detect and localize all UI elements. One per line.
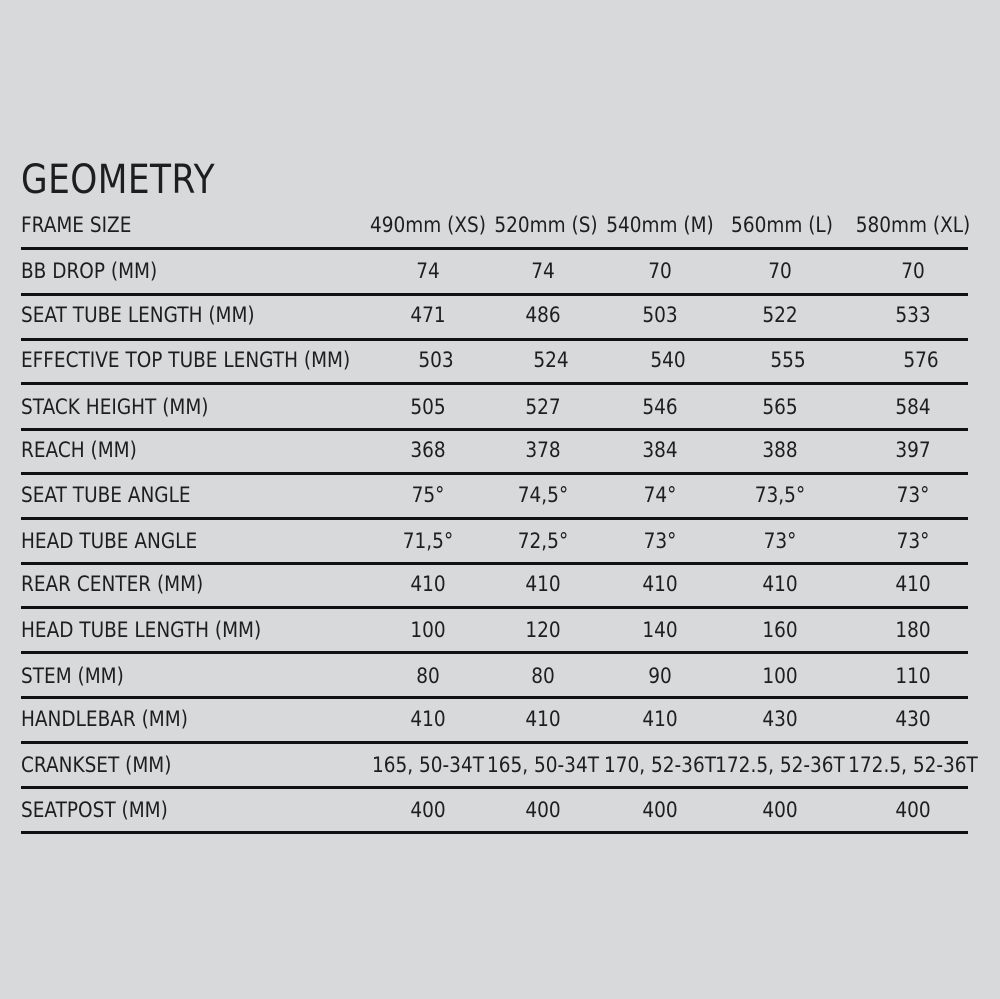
table-cell: 555 [770, 348, 806, 372]
table-cell: 70 [901, 259, 925, 283]
table-cell: 503 [642, 303, 678, 327]
table-cell: 505 [410, 395, 446, 419]
table-cell: 72,5° [517, 529, 569, 553]
table-cell: 73° [896, 483, 930, 507]
table-cell: 110 [895, 664, 931, 688]
frame-size-header: 490mm (XS) [370, 213, 486, 237]
row-label: STACK HEIGHT (MM) [21, 395, 209, 419]
table-cell: 546 [642, 395, 678, 419]
row-label: SEAT TUBE ANGLE [21, 483, 191, 507]
header-label: FRAME SIZE [21, 213, 132, 237]
page-title: GEOMETRY [21, 157, 216, 203]
table-cell: 410 [410, 707, 446, 731]
table-cell: 140 [642, 618, 678, 642]
table-cell: 74 [531, 259, 555, 283]
table-cell: 368 [410, 438, 446, 462]
table-cell: 524 [533, 348, 569, 372]
table-cell: 74° [643, 483, 677, 507]
table-cell: 540 [650, 348, 686, 372]
row-divider [21, 786, 968, 789]
row-divider [21, 428, 968, 431]
table-cell: 172.5, 52-36T [715, 753, 845, 777]
table-cell: 73° [763, 529, 797, 553]
table-cell: 388 [762, 438, 798, 462]
row-divider [21, 651, 968, 654]
table-cell: 160 [762, 618, 798, 642]
table-cell: 397 [895, 438, 931, 462]
table-cell: 400 [762, 798, 798, 822]
row-divider [21, 472, 968, 475]
row-divider [21, 382, 968, 385]
table-cell: 165, 50-34T [486, 753, 600, 777]
row-label: SEAT TUBE LENGTH (MM) [21, 303, 255, 327]
table-cell: 410 [525, 572, 561, 596]
row-label: HANDLEBAR (MM) [21, 707, 188, 731]
table-cell: 70 [648, 259, 672, 283]
table-cell: 410 [525, 707, 561, 731]
table-cell: 503 [418, 348, 454, 372]
table-cell: 100 [410, 618, 446, 642]
table-cell: 100 [762, 664, 798, 688]
table-cell: 410 [642, 707, 678, 731]
table-cell: 90 [648, 664, 672, 688]
row-label: REACH (MM) [21, 438, 137, 462]
table-cell: 170, 52-36T [603, 753, 717, 777]
table-cell: 584 [895, 395, 931, 419]
table-cell: 400 [895, 798, 931, 822]
row-divider [21, 293, 968, 296]
row-label: REAR CENTER (MM) [21, 572, 204, 596]
row-divider [21, 741, 968, 744]
table-cell: 527 [525, 395, 561, 419]
table-cell: 400 [525, 798, 561, 822]
table-cell: 73° [896, 529, 930, 553]
table-cell: 80 [416, 664, 440, 688]
row-label: HEAD TUBE LENGTH (MM) [21, 618, 262, 642]
row-label: HEAD TUBE ANGLE [21, 529, 198, 553]
table-cell: 410 [642, 572, 678, 596]
frame-size-header: 580mm (XL) [855, 213, 971, 237]
table-cell: 73° [643, 529, 677, 553]
table-cell: 576 [903, 348, 939, 372]
table-cell: 410 [895, 572, 931, 596]
table-cell: 471 [410, 303, 446, 327]
table-cell: 378 [525, 438, 561, 462]
table-cell: 80 [531, 664, 555, 688]
table-cell: 180 [895, 618, 931, 642]
row-label: EFFECTIVE TOP TUBE LENGTH (MM) [21, 348, 351, 372]
table-cell: 75° [411, 483, 445, 507]
table-cell: 430 [895, 707, 931, 731]
frame-size-header: 520mm (S) [494, 213, 598, 237]
table-cell: 74 [416, 259, 440, 283]
row-divider [21, 517, 968, 520]
row-divider [21, 247, 968, 250]
row-divider [21, 606, 968, 609]
table-cell: 400 [410, 798, 446, 822]
table-cell: 74,5° [517, 483, 569, 507]
table-cell: 430 [762, 707, 798, 731]
row-label: CRANKSET (MM) [21, 753, 172, 777]
row-label: STEM (MM) [21, 664, 124, 688]
table-cell: 410 [762, 572, 798, 596]
table-cell: 565 [762, 395, 798, 419]
row-divider [21, 696, 968, 699]
table-cell: 384 [642, 438, 678, 462]
table-cell: 120 [525, 618, 561, 642]
row-divider [21, 831, 968, 834]
table-cell: 172.5, 52-36T [848, 753, 978, 777]
table-cell: 165, 50-34T [371, 753, 485, 777]
frame-size-header: 540mm (M) [606, 213, 714, 237]
row-divider [21, 338, 968, 341]
row-label: BB DROP (MM) [21, 259, 158, 283]
table-cell: 486 [525, 303, 561, 327]
table-cell: 73,5° [754, 483, 806, 507]
row-divider [21, 562, 968, 565]
table-cell: 400 [642, 798, 678, 822]
table-cell: 533 [895, 303, 931, 327]
table-cell: 410 [410, 572, 446, 596]
table-cell: 70 [768, 259, 792, 283]
row-label: SEATPOST (MM) [21, 798, 168, 822]
frame-size-header: 560mm (L) [731, 213, 833, 237]
table-cell: 71,5° [402, 529, 454, 553]
table-cell: 522 [762, 303, 798, 327]
